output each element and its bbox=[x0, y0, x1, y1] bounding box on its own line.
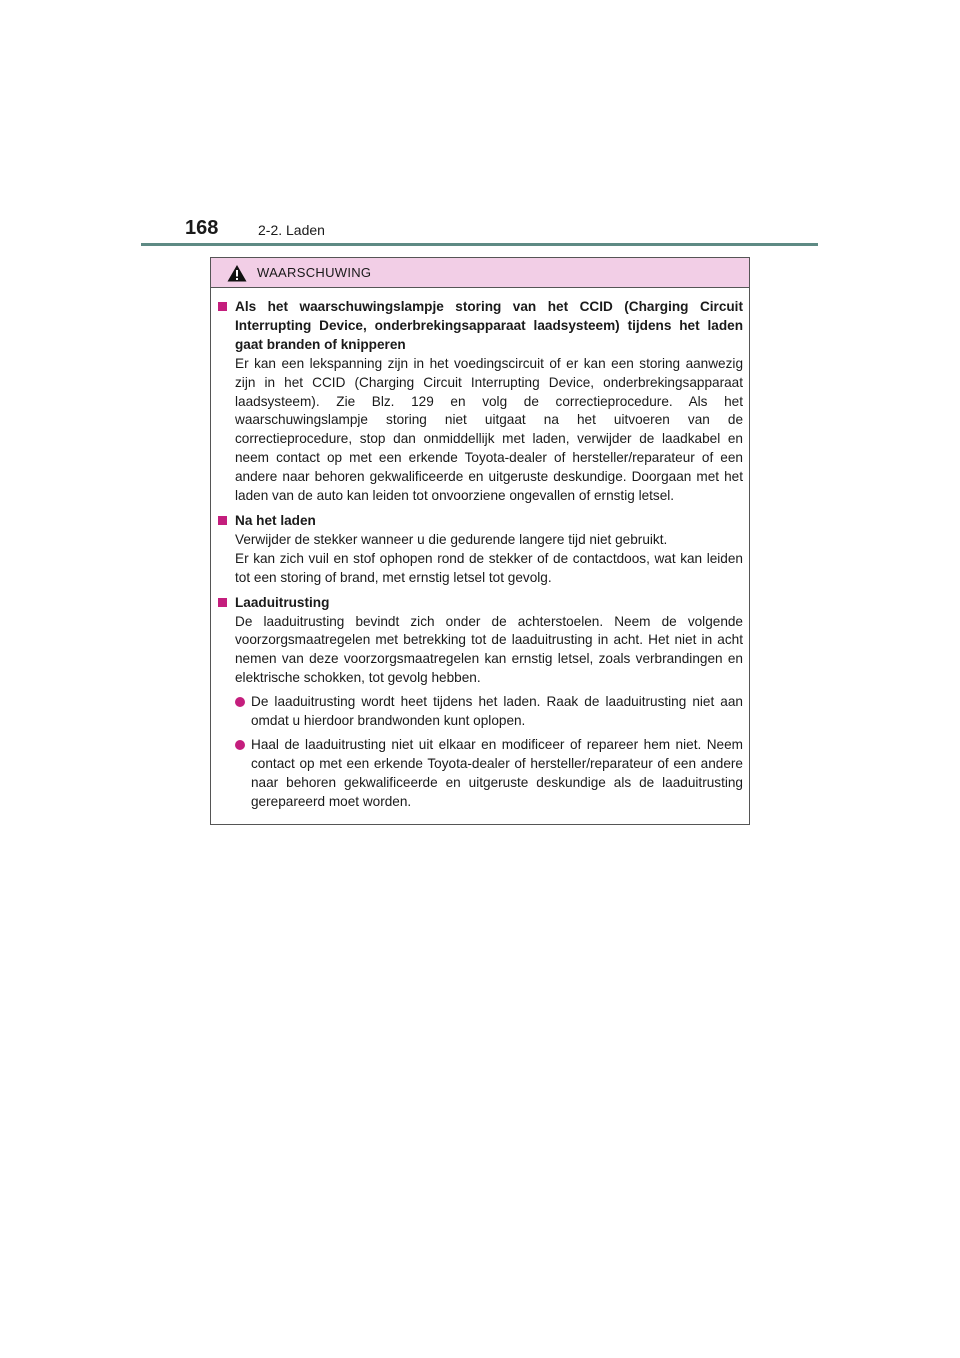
warning-item-ccid bbox=[218, 298, 743, 506]
warning-item-after-charging bbox=[218, 512, 743, 588]
warning-triangle-icon bbox=[227, 264, 247, 282]
item-paragraph: Er kan een lekspanning zijn in het voedingscircuit of er kan een storing aanwezig zijn in het CCID (Charging Circuit Interrupting Device, onderbrekingsapparaat laadsysteem). Zie Blz. 129 en volg de correctieprocedure. Als het waarschuwingslampje storing niet uitgaat na het uitvoeren van de correctieprocedure, stop dan onmiddellijk met laden, verwijder de laadkabel en neem contact op met een erkende Toyota-dealer of hersteller/reparateur of een andere naar behoren gekwalificeerde en uitgeruste deskundige. Doorgaan met het laden van de auto kan leiden tot onvoorziene ongevallen of ernstig letsel. bbox=[235, 355, 743, 504]
warning-header bbox=[211, 258, 749, 288]
item-content bbox=[235, 512, 743, 588]
item-paragraph: Verwijder de stekker wanneer u die gedurende langere tijd niet gebruikt. bbox=[235, 531, 668, 547]
item-paragraph: De laaduitrusting bevindt zich onder de achterstoelen. Neem de volgende voorzorgsmaatregelen met betrekking tot de laaduitrusting in acht. Het niet in acht nemen van deze voorzorgsmaatregelen kan ernstig letsel, zoals verbrandingen en elektrische schokken, tot gevolg hebben. bbox=[235, 613, 743, 686]
warning-box bbox=[210, 257, 750, 825]
sub-item-text: De laaduitrusting wordt heet tijdens het laden. Raak de laaduitrusting niet aan omdat u hierdoor brandwonden kunt oplopen. bbox=[251, 694, 743, 729]
item-paragraph: Er kan zich vuil en stof ophopen rond de stekker of de contactdoos, wat kan leiden tot een storing of brand, met ernstig letsel tot gevolg. bbox=[235, 550, 743, 585]
sub-item bbox=[235, 736, 743, 812]
item-content bbox=[235, 298, 743, 506]
round-bullet-icon bbox=[235, 740, 245, 750]
section-title: 2-2. Laden bbox=[258, 222, 325, 238]
warning-body bbox=[211, 288, 749, 812]
warning-item-charging-equipment bbox=[218, 594, 743, 812]
item-heading: Laaduitrusting bbox=[235, 594, 330, 610]
sub-item bbox=[235, 693, 743, 731]
square-bullet-icon bbox=[218, 516, 227, 525]
square-bullet-icon bbox=[218, 302, 227, 311]
item-heading: Na het laden bbox=[235, 512, 316, 528]
header-rule bbox=[141, 243, 818, 246]
square-bullet-icon bbox=[218, 598, 227, 607]
item-content bbox=[235, 594, 743, 812]
item-heading: Als het waarschuwingslampje storing van het CCID (Charging Circuit Interrupting Device, onderbrekingsapparaat laadsysteem) tijdens het laden gaat branden of knipperen bbox=[235, 299, 743, 352]
page-number: 168 bbox=[185, 217, 219, 239]
warning-label: WAARSCHUWING bbox=[257, 265, 372, 280]
sub-item-text: Haal de laaduitrusting niet uit elkaar en modificeer of repareer hem niet. Neem contact op met een erkende Toyota-dealer of hersteller/reparateur of een andere naar behoren gekwalificeerde en uitgeruste deskundige als de laaduitrusting gerepareerd moet worden. bbox=[251, 736, 743, 809]
round-bullet-icon bbox=[235, 697, 245, 707]
